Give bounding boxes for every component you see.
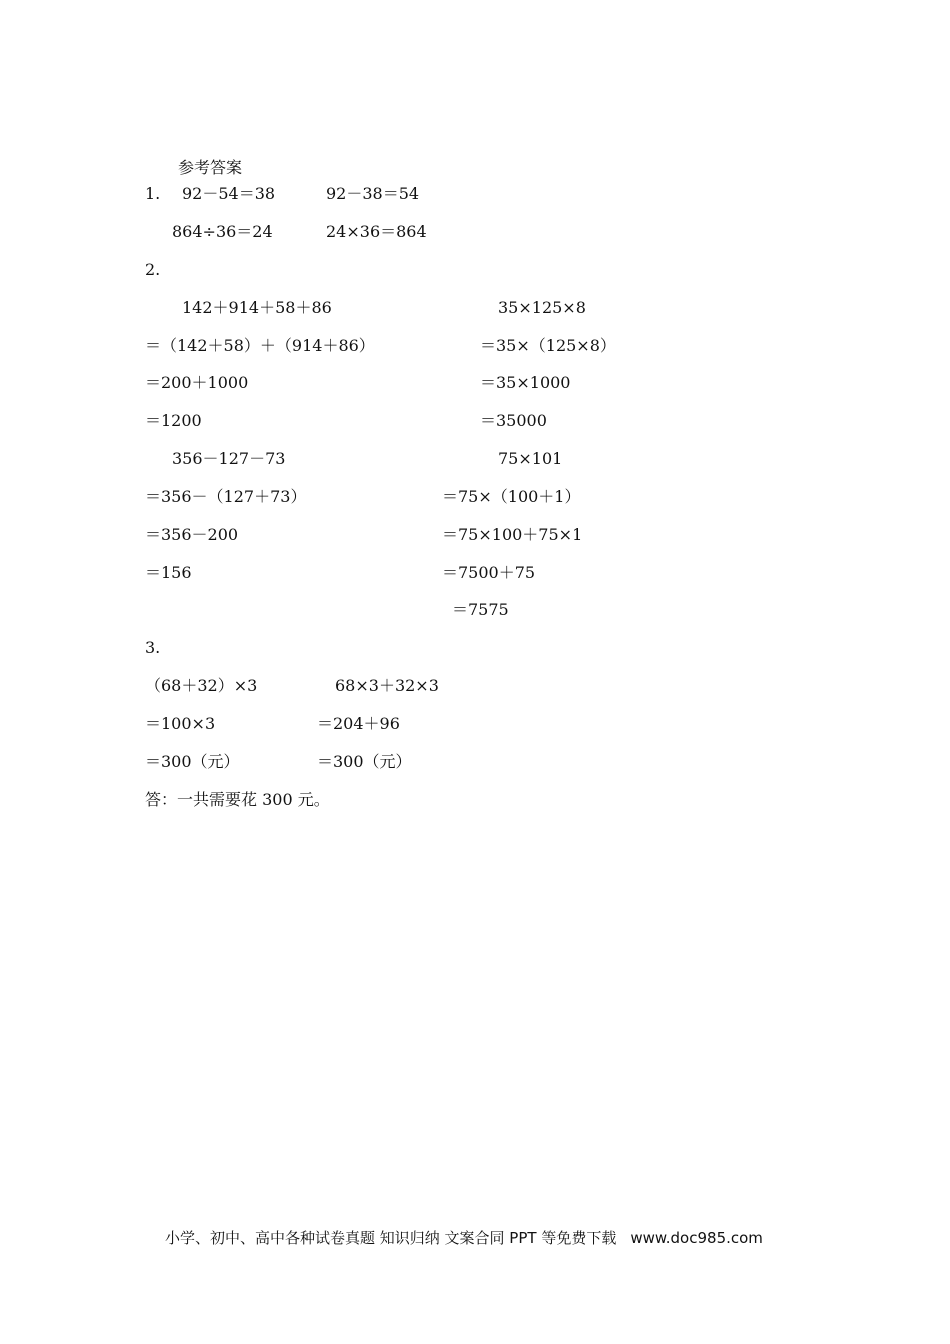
q2d-line-5: ＝7575 — [452, 600, 509, 619]
q2b-line-1: 35×125×8 — [498, 298, 586, 317]
q2a-line-1: 142＋914＋58＋86 — [182, 298, 332, 317]
q3a-line-2: ＝100×3 — [145, 714, 216, 733]
footer-text: 小学、初中、高中各种试卷真题 知识归纳 文案合同 PPT 等免费下载 — [165, 1229, 617, 1247]
q2a-line-2: ＝（142＋58）＋（914＋86） — [145, 336, 375, 355]
question-3-number: 3. — [145, 638, 161, 657]
q2b-line-3: ＝35×1000 — [480, 373, 571, 392]
answer-heading: 参考答案 — [178, 158, 243, 177]
q2c-line-3: ＝356－200 — [145, 525, 239, 544]
q1-equation-3: 864÷36＝24 — [172, 222, 273, 241]
page-footer — [165, 1228, 763, 1248]
footer-url[interactable]: www.doc985.com — [630, 1229, 763, 1247]
q1-equation-1: 92－54＝38 — [182, 184, 276, 203]
q2d-line-4: ＝7500＋75 — [442, 563, 536, 582]
question-1-number: 1. — [145, 184, 161, 203]
q3a-line-1: （68＋32）×3 — [145, 676, 258, 695]
q2d-line-2: ＝75×（100＋1） — [442, 487, 581, 506]
q3-answer: 答：一共需要花 300 元。 — [145, 790, 330, 809]
q2b-line-4: ＝35000 — [480, 411, 547, 430]
q2c-line-4: ＝156 — [145, 563, 192, 582]
q3a-line-3: ＝300（元） — [145, 752, 240, 771]
q3b-line-1: 68×3＋32×3 — [335, 676, 439, 695]
q1-equation-2: 92－38＝54 — [326, 184, 420, 203]
q2c-line-2: ＝356－（127＋73） — [145, 487, 307, 506]
q2d-line-3: ＝75×100＋75×1 — [442, 525, 583, 544]
q2d-line-1: 75×101 — [498, 449, 563, 468]
question-2-number: 2. — [145, 260, 161, 279]
q2c-line-1: 356－127－73 — [172, 449, 286, 468]
q2a-line-3: ＝200＋1000 — [145, 373, 249, 392]
q3b-line-2: ＝204＋96 — [317, 714, 400, 733]
q1-equation-4: 24×36＝864 — [326, 222, 427, 241]
q3b-line-3: ＝300（元） — [317, 752, 412, 771]
q2b-line-2: ＝35×（125×8） — [480, 336, 616, 355]
q2a-line-4: ＝1200 — [145, 411, 202, 430]
